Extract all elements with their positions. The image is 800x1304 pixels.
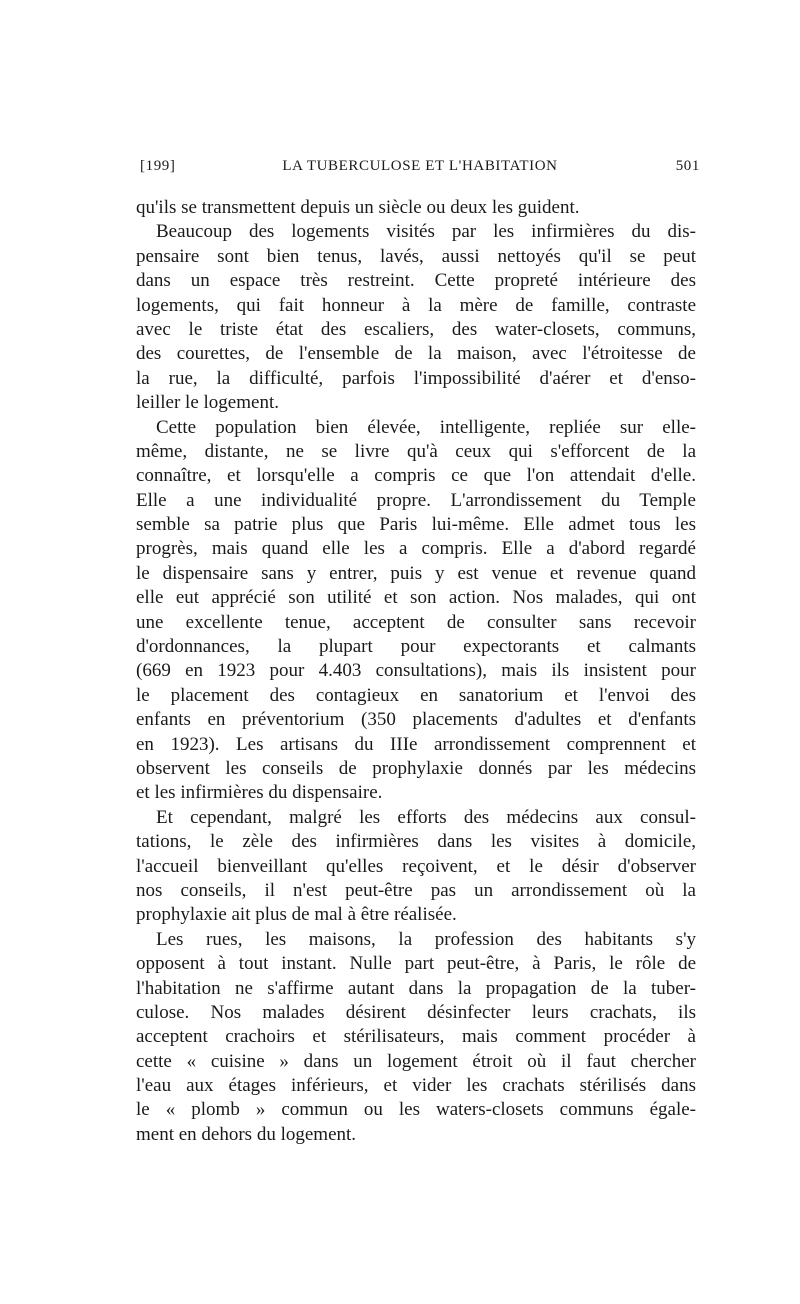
text-line: et les infirmières du dispensaire. [136,782,383,804]
text-line: culose. Nos malades désirent désinfecter leurs crachats, ils [136,1001,696,1023]
running-title: LA TUBERCULOSE ET L'HABITATION [282,158,558,174]
text-line: tations, le zèle des infirmières dans les visites à domicile, [136,831,696,853]
text-line: elle eut apprécié son utilité et son action. Nos malades, qui ont [136,587,696,609]
page-reference: [199] [140,158,176,174]
text-line: leiller le logement. [136,392,279,414]
text-line: une excellente tenue, acceptent de consulter sans recevoir [136,611,696,633]
text-line: pensaire sont bien tenus, lavés, aussi nettoyés qu'il se peut [136,245,696,267]
text-line: avec le triste état des escaliers, des water-closets, communs, [136,318,696,340]
page-number: 501 [675,158,700,174]
text-line: enfants en préventorium (350 placements d'adultes et d'enfants [136,709,696,731]
text-line: Elle a une individualité propre. L'arrondissement du Temple [136,489,696,511]
text-line: Les rues, les maisons, la profession des habitants s'y [156,928,696,950]
text-line: cette « cuisine » dans un logement étroit où il faut chercher [136,1050,696,1072]
text-line: opposent à tout instant. Nulle part peut-être, à Paris, le rôle de [136,953,696,975]
body-text [136,196,696,1147]
text-line: nos conseils, il n'est peut-être pas un arrondissement où la [136,879,696,901]
text-line: le dispensaire sans y entrer, puis y est venue et revenue quand [136,562,696,584]
text-line: observent les conseils de prophylaxie donnés par les médecins [136,757,696,779]
text-line: logements, qui fait honneur à la mère de famille, contraste [136,294,696,316]
text-line: le placement des contagieux en sanatorium et l'envoi des [136,684,696,706]
text-line: ment en dehors du logement. [136,1123,357,1145]
text-line: semble sa patrie plus que Paris lui-même. Elle admet tous les [136,514,696,536]
text-line: le « plomb » commun ou les waters-closets communs égale- [136,1099,696,1121]
text-line: l'accueil bienveillant qu'elles reçoivent, et le désir d'observer [136,855,696,877]
text-line: des courettes, de l'ensemble de la maison, avec l'étroitesse de [136,343,696,365]
text-line: d'ordonnances, la plupart pour expectorants et calmants [136,636,696,658]
text-line: la rue, la difficulté, parfois l'impossibilité d'aérer et d'enso- [136,367,696,389]
text-line: l'habitation ne s'affirme autant dans la propagation de la tuber- [136,977,696,999]
text-line: Cette population bien élevée, intelligente, repliée sur elle- [156,416,696,438]
text-line: en 1923). Les artisans du IIIe arrondissement comprennent et [136,733,696,755]
text-line: connaître, et lorsqu'elle a compris ce que l'on attendait d'elle. [136,465,696,487]
text-line: Et cependant, malgré les efforts des médecins aux consul- [156,806,696,828]
text-line: prophylaxie ait plus de mal à être réalisée. [136,904,457,926]
text-line: l'eau aux étages inférieurs, et vider les crachats stérilisés dans [136,1075,696,1097]
text-line: acceptent crachoirs et stérilisateurs, mais comment procéder à [136,1026,696,1048]
text-line: dans un espace très restreint. Cette propreté intérieure des [136,270,696,292]
text-line: (669 en 1923 pour 4.403 consultations), mais ils insistent pour [136,660,696,682]
text-line: progrès, mais quand elle les a compris. Elle a d'abord regardé [136,538,696,560]
text-line: Beaucoup des logements visités par les infirmières du dis- [156,221,696,243]
text-line: qu'ils se transmettent depuis un siècle ou deux les guident. [136,197,580,218]
text-line: même, distante, ne se livre qu'à ceux qui s'efforcent de la [136,440,696,462]
